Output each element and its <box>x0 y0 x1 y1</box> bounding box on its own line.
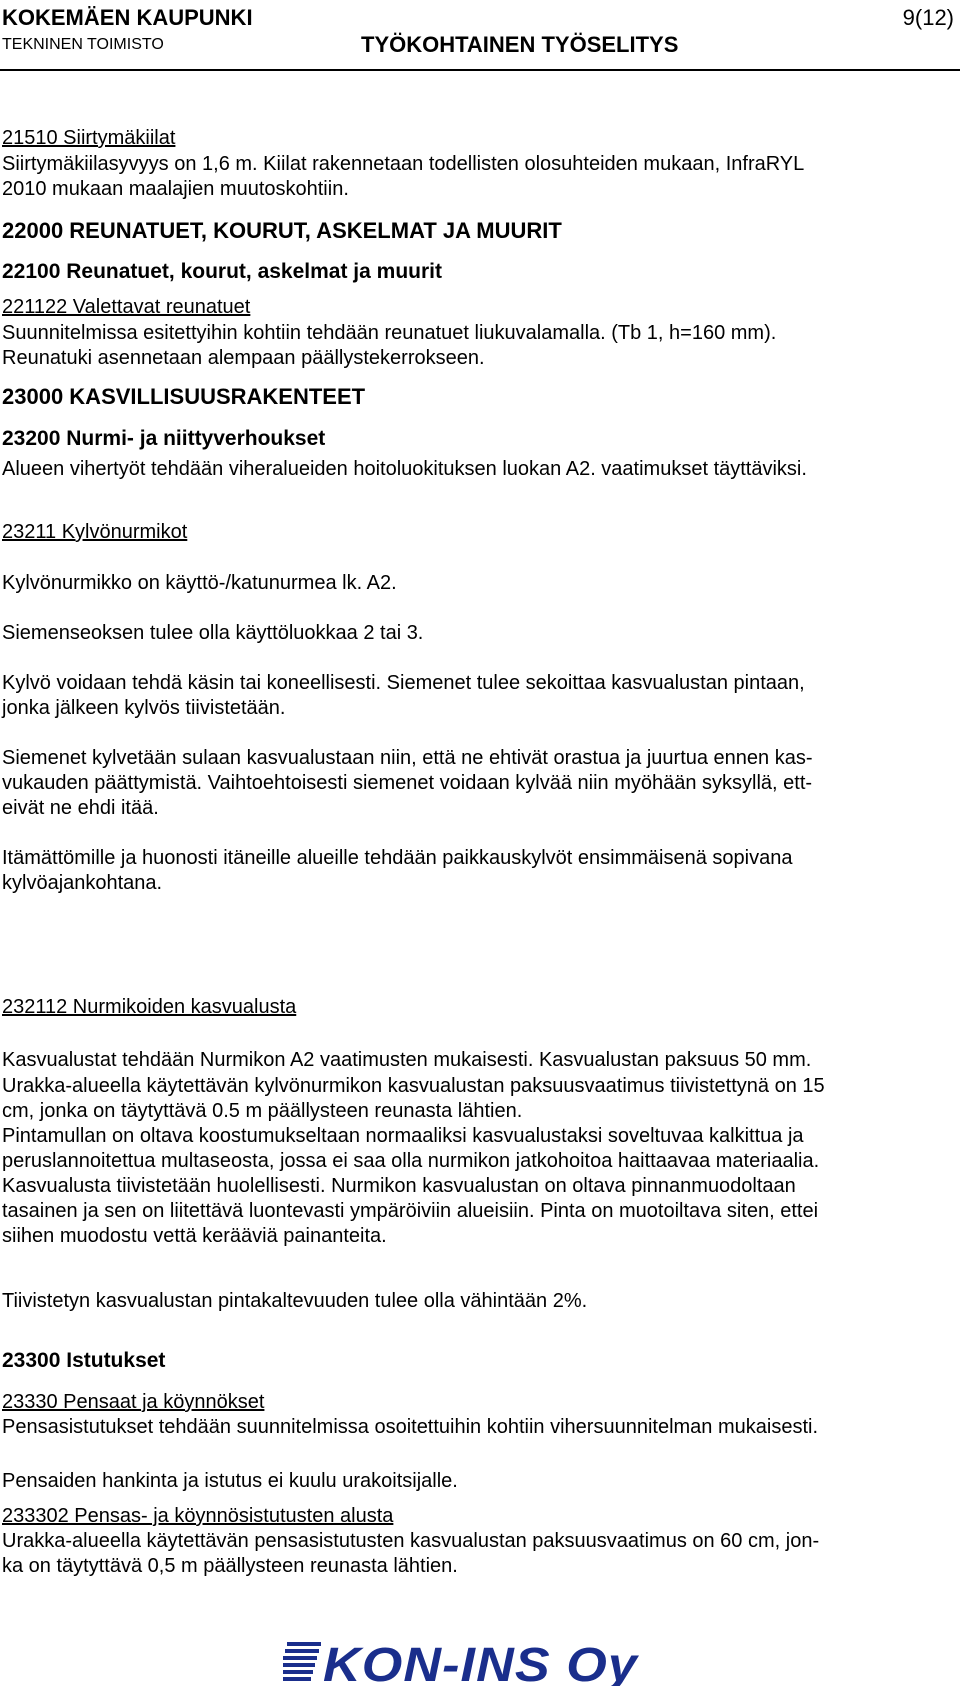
paragraph-line: ka on täytyttävä 0,5 m päällysteen reunasta lähtien. <box>2 1555 458 1577</box>
heading-23200: 23200 Nurmi- ja niittyverhoukset <box>2 427 326 450</box>
company-logo <box>283 1636 643 1691</box>
paragraph-line: kylvöajankohtana. <box>2 872 163 894</box>
paragraph-line: Pensaiden hankinta ja istutus ei kuulu urakoitsijalle. <box>2 1470 458 1492</box>
paragraph-line: 2010 mukaan maalajien muutoskohtiin. <box>2 178 349 200</box>
section-title-221122: 221122 Valettavat reunatuet <box>2 296 251 318</box>
paragraph-line: Siemenet kylvetään sulaan kasvualustaan niin, että ne ehtivät orastua ja juurtua ennen kas- <box>2 747 813 769</box>
paragraph-line: Tiivistetyn kasvualustan pintakaltevuuden tulee olla vähintään 2%. <box>2 1290 588 1312</box>
paragraph-line: Reunatuki asennetaan alempaan päällystekerrokseen. <box>2 347 485 369</box>
svg-text:KON-INS Oy: KON-INS Oy <box>323 1639 640 1686</box>
paragraph-line: Pintamullan on oltava koostumukseltaan normaaliksi kasvualustaksi soveltuvaa kalkittua ja <box>2 1125 804 1147</box>
heading-22000: 22000 REUNATUET, KOURUT, ASKELMAT JA MUURIT <box>2 218 562 243</box>
paragraph-line: vukauden päättymistä. Vaihtoehtoisesti siemenet voidaan kylvää niin myöhään syksyllä, ett- <box>2 772 813 794</box>
paragraph-line: jonka jälkeen kylvös tiivistetään. <box>2 697 286 719</box>
paragraph-line: siihen muodostu vettä kerääviä painanteita. <box>2 1225 387 1247</box>
paragraph-line: Kylvönurmikko on käyttö-/katunurmea lk. A2. <box>2 572 397 594</box>
heading-22100: 22100 Reunatuet, kourut, askelmat ja muurit <box>2 260 442 283</box>
section-title-23211: 23211 Kylvönurmikot <box>2 521 188 543</box>
paragraph-line: Itämättömille ja huonosti itäneille alueille tehdään paikkauskylvöt ensimmäisenä sopivana <box>2 847 793 869</box>
section-title-23330: 23330 Pensaat ja köynnökset <box>2 1391 265 1413</box>
paragraph-line: Siirtymäkiilasyvyys on 1,6 m. Kiilat rakennetaan todellisten olosuhteiden mukaan, InfraRYL <box>2 153 805 175</box>
heading-23300: 23300 Istutukset <box>2 1349 166 1372</box>
department-name: TEKNINEN TOIMISTO <box>2 36 164 53</box>
paragraph-line: Kasvualusta tiivistetään huolellisesti. Nurmikon kasvualustan on oltava pinnanmuodoltaan <box>2 1175 796 1197</box>
paragraph-line: cm, jonka on täytyttävä 0.5 m päällysteen reunasta lähtien. <box>2 1100 523 1122</box>
paragraph-line: Kylvö voidaan tehdä käsin tai koneellisesti. Siemenet tulee sekoittaa kasvualustan pintaan, <box>2 672 805 694</box>
kon-ins-logo-icon <box>283 1636 643 1686</box>
header-divider <box>0 69 960 71</box>
document-title: TYÖKOHTAINEN TYÖSELITYS <box>361 32 679 57</box>
organization-name: KOKEMÄEN KAUPUNKI <box>2 5 253 30</box>
page-number: 9(12) <box>902 5 954 30</box>
paragraph-line: Siemenseoksen tulee olla käyttöluokkaa 2 tai 3. <box>2 622 424 644</box>
section-title-232112: 232112 Nurmikoiden kasvualusta <box>2 996 297 1018</box>
heading-23000: 23000 KASVILLISUUSRAKENTEET <box>2 384 366 409</box>
paragraph-line: Urakka-alueella käytettävän kylvönurmikon kasvualustan paksuusvaatimus tiivistettynä on 15 <box>2 1075 825 1097</box>
paragraph-line: Alueen vihertyöt tehdään viheralueiden hoitoluokituksen luokan A2. vaatimukset täyttäviksi. <box>2 458 807 480</box>
section-title-21510: 21510 Siirtymäkiilat <box>2 127 176 149</box>
paragraph-line: Suunnitelmissa esitettyihin kohtiin tehdään reunatuet liukuvalamalla. (Tb 1, h=160 mm). <box>2 322 777 344</box>
paragraph-line: Pensasistutukset tehdään suunnitelmissa osoitettuihin kohtiin vihersuunnitelman mukaisesti. <box>2 1416 819 1438</box>
paragraph-line: peruslannoitettua multaseosta, jossa ei saa olla nurmikon jatkohoitoa haittaavaa materiaalia. <box>2 1150 820 1172</box>
paragraph-line: Urakka-alueella käytettävän pensasistutusten kasvualustan paksuusvaatimus on 60 cm, jon- <box>2 1530 820 1552</box>
paragraph-line: eivät ne ehdi itää. <box>2 797 159 819</box>
paragraph-line: Kasvualustat tehdään Nurmikon A2 vaatimusten mukaisesti. Kasvualustan paksuus 50 mm. <box>2 1049 812 1071</box>
section-title-233302: 233302 Pensas- ja köynnösistutusten alusta <box>2 1505 394 1527</box>
paragraph-line: tasainen ja sen on liitettävä luontevasti ympäröiviin alueisiin. Pinta on muotoiltava siten, ettei <box>2 1200 819 1222</box>
